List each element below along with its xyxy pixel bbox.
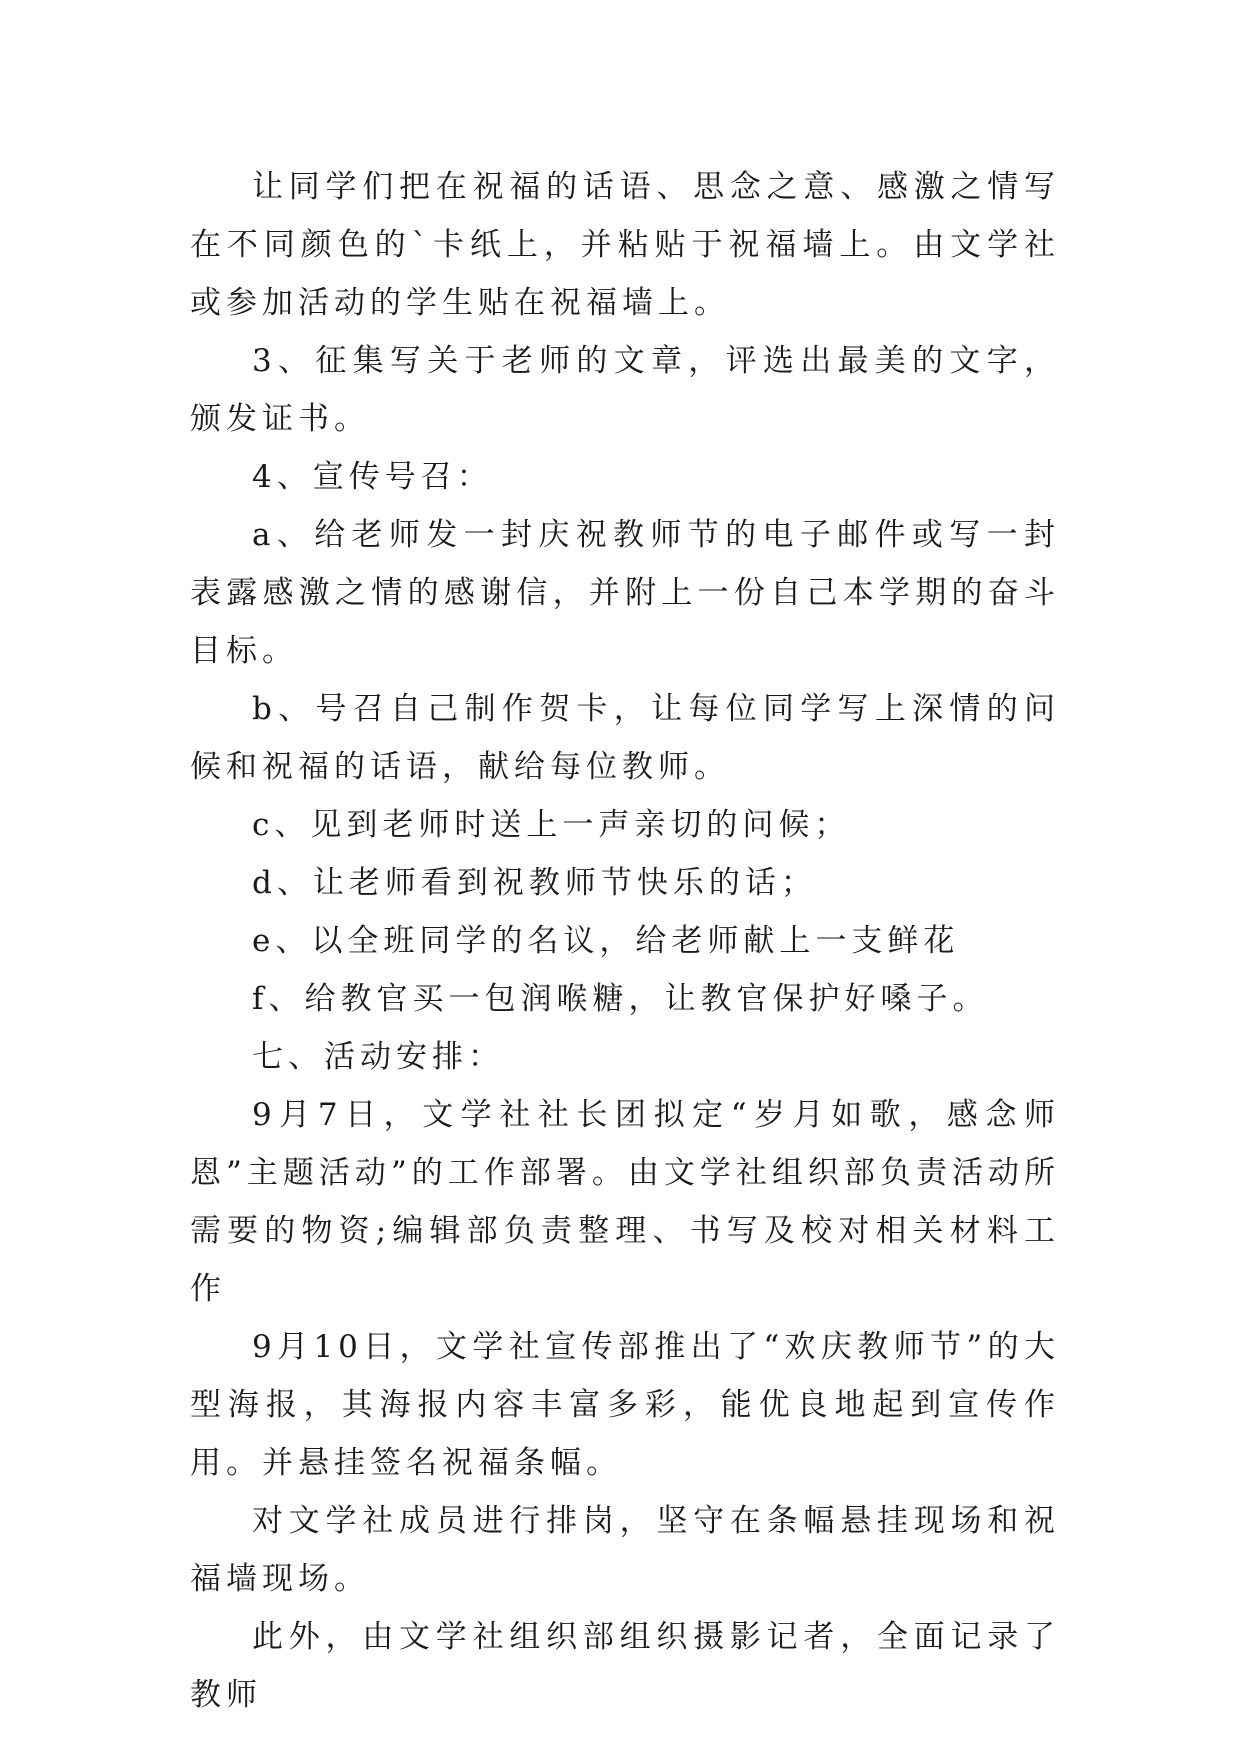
paragraph-item-e: e、以全班同学的名议，给老师献上一支鲜花 (252, 923, 960, 959)
paragraph-blessing-wall: 让同学们把在祝福的话语、思念之意、感激之情写在不同颜色的`卡纸上，并粘贴于祝福墙上。由文学社或参加活动的学生贴在祝福墙上。 (190, 169, 1060, 321)
paragraph-essay-collection: 3、征集写关于老师的文章，评选出最美的文字，颁发证书。 (190, 343, 1060, 437)
paragraph-photography: 此外，由文学社组织部组织摄影记者，全面记录了教师 (190, 1619, 1060, 1713)
paragraph-item-f: f、给教官买一包润喉糖，让教官保护好嗓子。 (252, 981, 989, 1017)
paragraph-publicity-heading: 4、宣传号召： (252, 459, 493, 495)
paragraph-item-b: b、号召自己制作贺卡，让每位同学写上深情的问候和祝福的话语，献给每位教师。 (190, 691, 1060, 785)
paragraph-sept-10: 9月10日，文学社宣传部推出了“欢庆教师节”的大型海报，其海报内容丰富多彩，能优良地起到宣传作用。并悬挂签名祝福条幅。 (190, 1329, 1060, 1481)
paragraph-item-a: a、给老师发一封庆祝教师节的电子邮件或写一封表露感激之情的感谢信，并附上一份自己本学期的奋斗目标。 (190, 517, 1060, 669)
section-heading-schedule: 七、活动安排： (252, 1039, 504, 1075)
document-body (190, 158, 1060, 1724)
paragraph-sept-7: 9月7日，文学社社长团拟定“岁月如歌，感念师恩”主题活动”的工作部署。由文学社组织部负责活动所需要的物资;编辑部负责整理、书写及校对相关材料工作 (190, 1097, 1060, 1307)
paragraph-staffing: 对文学社成员进行排岗，坚守在条幅悬挂现场和祝福墙现场。 (190, 1503, 1060, 1597)
paragraph-item-c: c、见到老师时送上一声亲切的问候； (252, 807, 851, 843)
paragraph-item-d: d、让老师看到祝教师节快乐的话； (252, 865, 817, 901)
